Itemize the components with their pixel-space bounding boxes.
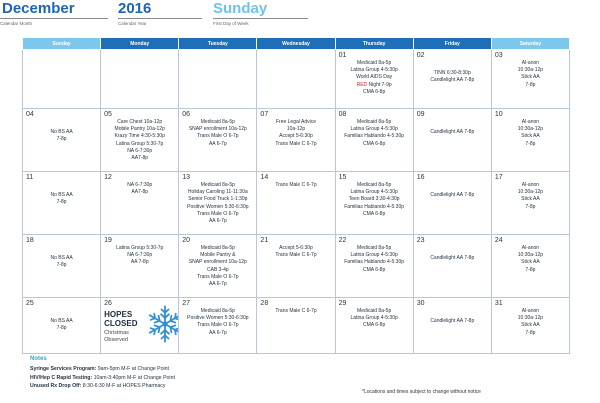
day-cell xyxy=(335,235,413,298)
day-cell xyxy=(413,298,491,354)
day-events xyxy=(179,182,256,225)
day-events xyxy=(257,182,334,189)
event-item: Medicaid 8a-5p xyxy=(200,308,235,314)
day-cell xyxy=(257,298,335,354)
day-cell xyxy=(413,109,491,172)
event-item: AA 6-7p xyxy=(208,281,227,288)
day-events xyxy=(179,308,256,337)
event-item: World AIDS Day xyxy=(356,74,393,81)
weekday-header-row xyxy=(23,38,570,50)
day-cell xyxy=(179,298,257,354)
event-item: Medicaid 8a-5p xyxy=(357,119,392,125)
weekday-thursday: Thursday xyxy=(335,38,413,50)
event-item: Senior Food Truck 1-1:30p xyxy=(188,196,248,203)
year-rule xyxy=(118,18,202,19)
day-cell xyxy=(257,109,335,172)
day-number: 10 xyxy=(494,111,503,118)
day-number: 12 xyxy=(104,174,112,181)
day-number: 19 xyxy=(104,237,112,244)
day-number: 18 xyxy=(26,237,34,244)
weekday-tuesday: Tuesday xyxy=(179,38,257,50)
event-item: 10a-12p xyxy=(286,126,306,133)
event-item: Candlelight AA 7-8p xyxy=(430,318,475,324)
event-item: Medicaid 8a-5p xyxy=(357,182,392,188)
day-events xyxy=(23,245,100,269)
closed-notice xyxy=(101,308,178,352)
event-item: Medicaid 8a-5p xyxy=(357,308,392,314)
day-cell xyxy=(23,50,101,109)
day-events xyxy=(336,119,413,148)
day-cell xyxy=(101,50,179,109)
event-item: Medicaid 8a-5p xyxy=(357,60,392,66)
event-item: Candlelight AA 7-8p xyxy=(430,77,475,84)
month-caption: Calendar Month xyxy=(0,21,33,26)
day-number: 09 xyxy=(416,111,425,118)
week-row xyxy=(23,298,570,354)
event-item: CAB 3-4p xyxy=(207,266,229,273)
note-text: 9am-5pm M-F at Change Point xyxy=(96,366,169,372)
day-number: 02 xyxy=(416,52,425,59)
day-number: 05 xyxy=(104,111,112,118)
day-number: 16 xyxy=(416,174,425,181)
day-events xyxy=(336,308,413,330)
day-number: 15 xyxy=(338,174,347,181)
first-day-caption: First Day of Week xyxy=(213,21,249,26)
day-cell xyxy=(179,235,257,298)
day-number: 23 xyxy=(416,237,425,244)
day-events xyxy=(492,60,569,89)
event-item: AA 7-8p xyxy=(130,259,149,266)
event-item: Stick AA xyxy=(521,74,540,81)
month-title: December xyxy=(2,0,75,17)
snowflake-icon xyxy=(143,302,179,346)
week-row xyxy=(23,172,570,235)
event-item: No BS AA xyxy=(50,318,73,324)
day-events xyxy=(414,182,491,199)
day-cell xyxy=(257,50,335,109)
event-item: 7-8p xyxy=(56,325,67,332)
day-cell xyxy=(101,172,179,235)
day-number: 29 xyxy=(338,300,347,307)
event-item: Medicaid 8a-5p xyxy=(200,245,235,251)
day-cell xyxy=(101,109,179,172)
event-item: Latina Group 4-5:30p xyxy=(350,315,398,322)
calendar-grid xyxy=(22,37,570,354)
day-number: 13 xyxy=(182,174,191,181)
event-item: Al-anon xyxy=(521,245,540,251)
event-item: Latina Group 4-5:30p xyxy=(350,252,398,259)
day-events xyxy=(257,245,334,259)
event-item: Candlelight AA 7-8p xyxy=(430,255,475,261)
closed-reason: Christmas xyxy=(104,330,129,336)
event-item: Trans Male O 6-7p xyxy=(197,210,239,217)
event-item: Trans Male C 6-7p xyxy=(275,182,317,188)
event-item: AA 6-7p xyxy=(208,140,227,147)
event-item: Accept 5-6:30p xyxy=(279,245,313,251)
event-item: Trans Male O 6-7p xyxy=(197,133,239,140)
day-cell xyxy=(335,50,413,109)
note-label: Syringe Services Program: xyxy=(30,366,97,372)
note-line xyxy=(30,365,575,374)
event-item: Holiday Caroling 11-11:30a xyxy=(187,189,248,196)
event-item: Stick AA xyxy=(521,259,540,266)
note-text: 10am-3:40pm M-F at Change Point xyxy=(92,374,175,381)
event-item: Candlelight AA 7-8p xyxy=(430,129,475,135)
day-number: 03 xyxy=(494,52,503,59)
day-number: 25 xyxy=(26,300,34,307)
event-item: Mobile Pantry 10a-12p xyxy=(114,126,165,133)
day-events xyxy=(23,119,100,143)
first-day-field xyxy=(213,0,308,26)
event-item: 7-8p xyxy=(525,140,536,147)
event-item: Al-anon xyxy=(521,308,540,314)
closed-line: HOPES xyxy=(104,310,133,319)
event-item: 10:30a-12p xyxy=(517,189,544,196)
day-number: 26 xyxy=(104,300,112,307)
day-number: 24 xyxy=(494,237,503,244)
day-events xyxy=(492,182,569,211)
event-item: No BS AA xyxy=(50,129,73,135)
day-events xyxy=(336,182,413,218)
event-item: SNAP enrollment 10a-12p xyxy=(188,259,247,266)
event-item: Medicaid 8a-5p xyxy=(200,119,235,125)
event-item: Trans Male C 6-7p xyxy=(275,252,317,259)
day-cell xyxy=(491,172,569,235)
day-number: 01 xyxy=(338,52,347,59)
event-item: Latina Group 5:30-7p xyxy=(116,140,164,147)
event-item: Positive Women 5:30-6:30p xyxy=(187,315,249,322)
day-number: 30 xyxy=(416,300,425,307)
day-events xyxy=(101,119,178,162)
day-events xyxy=(179,245,256,288)
event-item: Latina Group 4-5:30p xyxy=(350,189,398,196)
event-item: AA7-8p xyxy=(131,189,149,196)
weekday-monday: Monday xyxy=(101,38,179,50)
event-item: Teen Board 3:30-4:30p xyxy=(348,196,400,203)
event-item: Al-anon xyxy=(521,119,540,125)
day-cell xyxy=(491,50,569,109)
day-number: 17 xyxy=(494,174,503,181)
day-events xyxy=(492,245,569,274)
day-events xyxy=(414,308,491,325)
event-item: SNAP enrollment 10a-12p xyxy=(188,126,247,133)
day-cell xyxy=(179,172,257,235)
event-item: 10:30a-12p xyxy=(517,252,544,259)
event-item: 7-8p xyxy=(525,329,536,336)
event-item: Al-anon xyxy=(521,182,540,188)
day-number: 08 xyxy=(338,111,347,118)
note-line xyxy=(30,374,575,383)
event-item: NA 6-7:30p xyxy=(127,252,153,259)
day-events xyxy=(101,245,178,267)
event-item: Familias Hablando 4-5:30p xyxy=(344,259,405,266)
event-item: No BS AA xyxy=(50,192,73,198)
event-item: Free Legal Advice xyxy=(275,119,316,125)
calendar-body xyxy=(23,50,570,354)
day-number: 06 xyxy=(182,111,191,118)
event-item: Stick AA xyxy=(521,322,540,329)
closed-reason: Observed xyxy=(104,337,128,343)
event-item: 7-8p xyxy=(56,136,67,143)
note-label: HIV/Hep C Rapid Testing: xyxy=(30,374,93,381)
day-events xyxy=(23,308,100,332)
day-events xyxy=(414,119,491,136)
event-item: 7-8p xyxy=(525,203,536,210)
day-cell xyxy=(101,298,179,354)
event-item: NA 6-7:30p xyxy=(127,182,153,188)
day-events xyxy=(101,182,178,196)
day-events xyxy=(336,60,413,96)
event-item: Familias Hablando 4-5:30p xyxy=(344,203,405,210)
day-cell xyxy=(23,235,101,298)
year-caption: Calendar Year xyxy=(118,21,147,26)
event-item: Trans Male O 6-7p xyxy=(197,322,239,329)
event-item: CMA 6-8p xyxy=(363,140,386,147)
event-item: 10:30a-12p xyxy=(517,126,544,133)
event-item: 10:30a-12p xyxy=(517,315,544,322)
event-item: Candlelight AA 7-8p xyxy=(430,192,475,198)
event-item: AA 6-7p xyxy=(208,218,227,225)
calendar-header xyxy=(0,0,600,32)
day-cell xyxy=(335,109,413,172)
year-field xyxy=(118,0,202,26)
week-row xyxy=(23,50,570,109)
week-row xyxy=(23,109,570,172)
event-item: Krazy Time 4:30-5:30p xyxy=(114,133,165,140)
event-item: 7-8p xyxy=(56,199,67,206)
note-label: Unused Rx Drop Off: xyxy=(30,383,82,389)
day-events xyxy=(336,245,413,274)
event-item: Stick AA xyxy=(521,196,540,203)
day-events xyxy=(23,182,100,206)
event-item: NA 6-7:30p xyxy=(127,147,153,154)
event-item: Trans Male C 6-7p xyxy=(275,140,317,147)
day-number: 28 xyxy=(260,300,269,307)
event-item: 10:30a-12p xyxy=(517,67,544,74)
note-line xyxy=(30,382,575,391)
day-cell xyxy=(335,298,413,354)
month-field xyxy=(0,0,108,26)
day-cell xyxy=(491,109,569,172)
event-item: No BS AA xyxy=(50,255,73,261)
day-cell xyxy=(413,50,491,109)
first-day-title: Sunday xyxy=(213,0,268,17)
first-day-rule xyxy=(213,18,308,19)
day-number: 14 xyxy=(260,174,269,181)
event-item: AA 6-7p xyxy=(208,329,227,336)
event-item: TINN 6:30-8:30p xyxy=(433,70,471,76)
event-item: Stick AA xyxy=(521,133,540,140)
event-item: Trans Male C 6-7p xyxy=(275,308,317,314)
event-item: Care Chest 10a-12p xyxy=(117,119,163,125)
weekday-sunday: Sunday xyxy=(23,38,101,50)
event-item: Medicaid 8a-5p xyxy=(357,245,392,251)
day-cell xyxy=(257,235,335,298)
weekday-wednesday: Wednesday xyxy=(257,38,335,50)
event-item: Mobile Pantry & xyxy=(200,252,236,259)
closed-line: CLOSED xyxy=(104,319,138,328)
day-cell xyxy=(413,172,491,235)
day-cell xyxy=(101,235,179,298)
day-events xyxy=(257,119,334,148)
day-cell xyxy=(23,298,101,354)
day-cell xyxy=(179,109,257,172)
day-events xyxy=(492,119,569,148)
note-text: 8:30-6:30 M-F at HOPES Pharmacy xyxy=(81,383,166,389)
event-item: Positive Women 5:30-6:30p xyxy=(187,203,249,210)
event-item: AA7-8p xyxy=(131,155,149,162)
notes-section xyxy=(30,356,575,403)
day-cell xyxy=(257,172,335,235)
event-item: Accept 5-6:30p xyxy=(279,133,313,140)
day-number: 27 xyxy=(182,300,191,307)
event-item: RED Night 7-9p xyxy=(356,81,392,88)
event-item: CMA 6-8p xyxy=(363,266,386,273)
day-cell xyxy=(179,50,257,109)
day-events xyxy=(492,308,569,337)
day-cell xyxy=(23,172,101,235)
event-item: CMA 6-8p xyxy=(363,88,386,95)
day-number: 31 xyxy=(494,300,503,307)
event-item: Latina Group 4-5:30p xyxy=(350,67,398,74)
day-cell xyxy=(491,235,569,298)
day-events xyxy=(257,308,334,315)
disclaimer: *Locations and times subject to change without notice xyxy=(362,389,481,395)
event-item: Al-anon xyxy=(521,60,540,66)
event-item: CMA 6-8p xyxy=(363,210,386,217)
weekday-friday: Friday xyxy=(413,38,491,50)
event-item: 7-8p xyxy=(525,266,536,273)
event-item: Trans Male O 6-7p xyxy=(197,273,239,280)
day-events xyxy=(179,119,256,148)
day-cell xyxy=(491,298,569,354)
month-rule xyxy=(0,18,108,19)
event-item: CMA 6-8p xyxy=(363,322,386,329)
event-item: Familias Hablando 4-5:30p xyxy=(344,133,405,140)
day-number: 21 xyxy=(260,237,269,244)
day-cell xyxy=(23,109,101,172)
day-number: 22 xyxy=(338,237,347,244)
day-events xyxy=(414,60,491,84)
event-item: 7-8p xyxy=(56,262,67,269)
notes-title: Notes xyxy=(30,356,47,362)
day-number: 20 xyxy=(182,237,191,244)
week-row xyxy=(23,235,570,298)
day-cell xyxy=(413,235,491,298)
year-title: 2016 xyxy=(118,0,152,17)
event-item: Latina Group 4-5:30p xyxy=(350,126,398,133)
event-item: Latina Group 5:30-7p xyxy=(116,245,164,251)
day-cell xyxy=(335,172,413,235)
event-item: Medicaid 8a-5p xyxy=(200,182,235,188)
weekday-saturday: Saturday xyxy=(491,38,569,50)
day-events xyxy=(414,245,491,262)
day-number: 07 xyxy=(260,111,269,118)
day-number: 04 xyxy=(26,111,34,118)
day-number: 11 xyxy=(26,174,34,181)
event-item: 7-8p xyxy=(525,81,536,88)
